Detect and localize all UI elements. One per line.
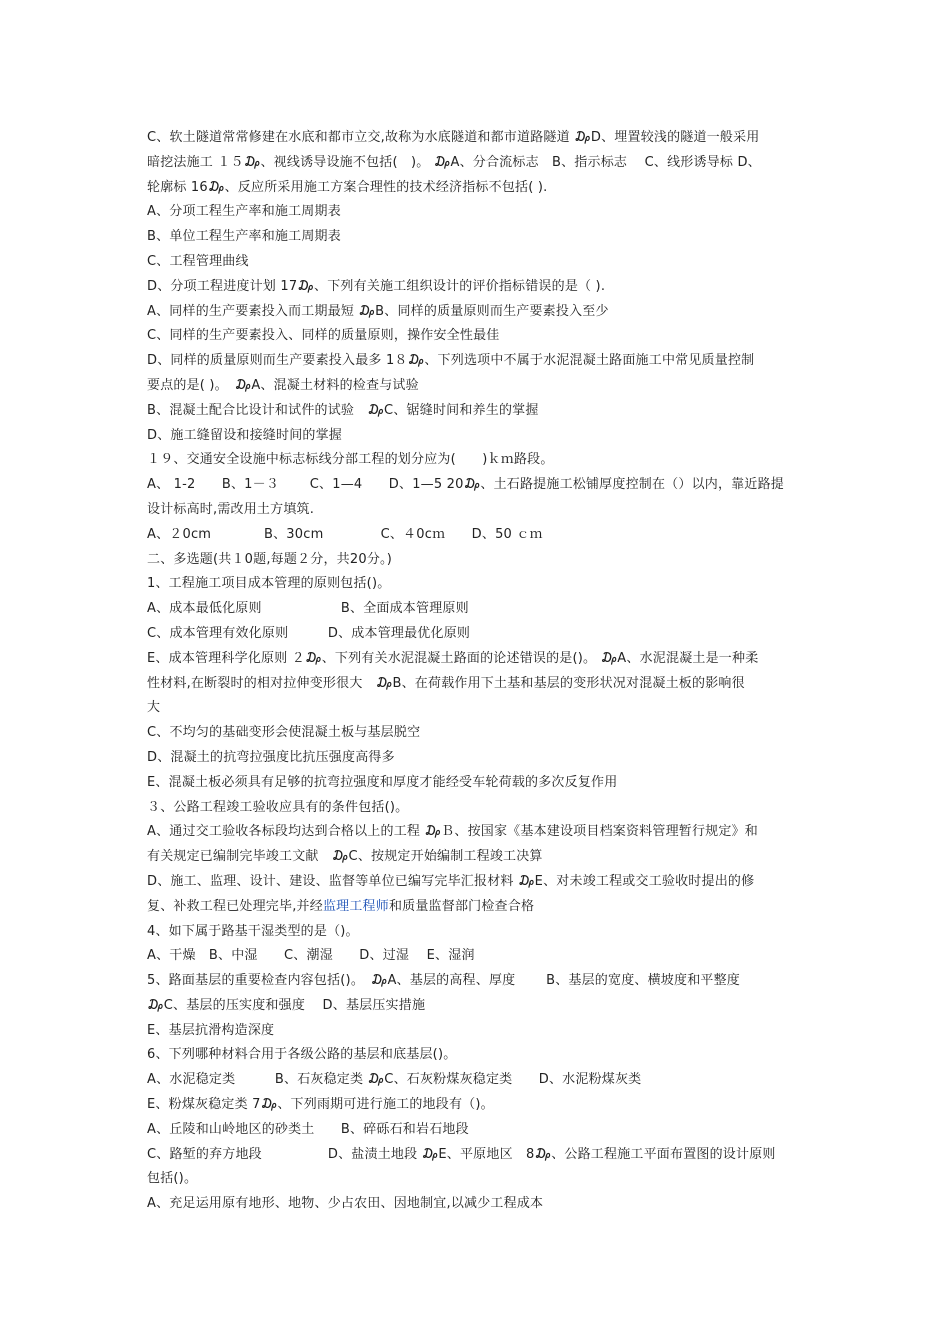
text-line: 性材料,在断裂时的相对拉伸变形很大 ₯B、在荷载作用下土基和基层的变形状况对混凝土板的影响很 — [147, 675, 745, 691]
text-line: C、路堑的弃方地段 D、盐渍土地段 ₯E、平原地区 8₯、公路工程施工平面布置图的设计原则 — [147, 1146, 776, 1162]
text-line: D、混凝土的抗弯拉强度比抗压强度高得多 — [147, 749, 395, 765]
text-line: D、分项工程进度计划 17₯、下列有关施工组织设计的评价指标错误的是（ ). — [147, 278, 606, 294]
text-line: A、成本最低化原则 B、全面成本管理原则 — [147, 601, 469, 617]
text-line: D、施工缝留设和接缝时间的掌握 — [147, 427, 343, 443]
text-line: C、同样的生产要素投入、同样的质量原则，操作安全性最佳 — [147, 328, 500, 344]
text-line: 要点的是( )。 ₯A、混凝土材料的检查与试验 — [147, 377, 419, 393]
text-line: 暗挖法施工 １５₯、视线诱导设施不包括( )。 ₯A、分合流标志 B、指示标志 C、线形诱导标 D、 — [147, 154, 761, 170]
text-line: A、分项工程生产率和施工周期表 — [147, 204, 341, 220]
text-line: D、施工、监理、设计、建设、监督等单位已编写完毕汇报材料 ₯E、对未竣工程或交工验收时提出的修 — [147, 873, 755, 889]
text-line: E、成本管理科学化原则 ２₯、下列有关水泥混凝土路面的论述错误的是()。 ₯A、水泥混凝土是一种柔 — [147, 650, 759, 666]
text-line: A、通过交工验收各标段均达到合格以上的工程 ₯Ｂ、按国家《基本建设项目档案资料管理暂行规定》和 — [147, 824, 758, 840]
text-line: E、混凝土板必须具有足够的抗弯拉强度和厚度才能经受车轮荷载的多次反复作用 — [147, 774, 618, 790]
text-line: C、软土隧道常常修建在水底和都市立交,故称为水底隧道和都市道路隧道 ₯D、埋置较浅的隧道一般采用 — [147, 130, 760, 145]
section-heading: 二、多选题(共１0题,每题２分，共20分。) — [147, 551, 392, 567]
text-line-with-link — [147, 895, 807, 920]
text-line: E、粉煤灰稳定类 7₯、下列雨期可进行施工的地段有（)。 — [147, 1097, 494, 1113]
text-line: 1、工程施工项目成本管理的原则包括()。 — [147, 576, 391, 592]
text-line: C、不均匀的基础变形会使混凝土板与基层脱空 — [147, 725, 421, 741]
text-line: C、成本管理有效化原则 D、成本管理最优化原则 — [147, 625, 471, 641]
text-line: A、 1-2 B、1－３ C、1—4 D、1—5 20₯、土石路提施工松铺厚度控制在（）以内，靠近路提 — [147, 477, 784, 493]
text-line: 5、路面基层的重要检查内容包括()。 ₯A、基层的高程、厚度 B、基层的宽度、横坡度和平整度 — [147, 973, 741, 989]
text-line: A、丘陵和山岭地区的砂类土 B、碎砾石和岩石地段 — [147, 1121, 469, 1137]
text-line: １９、交通安全设施中标志标线分部工程的划分应为( )ｋｍ路段。 — [147, 452, 554, 468]
text-line: A、同样的生产要素投入而工期最短 ₯B、同样的质量原则而生产要素投入至少 — [147, 303, 609, 319]
text-line: 6、下列哪种材料合用于各级公路的基层和底基层()。 — [147, 1047, 457, 1063]
text-line: A、水泥稳定类 B、石灰稳定类 ₯C、石灰粉煤灰稳定类 D、水泥粉煤灰类 — [147, 1072, 642, 1088]
text-line: A、充足运用原有地形、地物、少占农田、因地制宜,以减少工程成本 — [147, 1196, 544, 1212]
text-line: 大 — [147, 700, 161, 716]
text-line: ₯C、基层的压实度和强度 D、基层压实措施 — [147, 997, 426, 1013]
text-line: 包括()。 — [147, 1171, 198, 1187]
text-line: E、基层抗滑构造深度 — [147, 1022, 275, 1038]
text-line: B、单位工程生产率和施工周期表 — [147, 229, 341, 245]
text-line: 设计标高时,需改用土方填筑. — [147, 501, 315, 517]
text-line: A、２0cm B、30cm C、４0cｍ D、50 ｃｍ — [147, 526, 543, 542]
text-line: ３、公路工程竣工验收应具有的条件包括()。 — [147, 799, 409, 815]
text-line: D、同样的质量原则而生产要素投入最多 1８₯、下列选项中不属于水泥混凝土路面施工中常见质量控制 — [147, 353, 755, 369]
text-line: 轮廓标 16₯、反应所采用施工方案合理性的技术经济指标不包括( ). — [147, 179, 548, 195]
supervising-engineer-link[interactable]: 监理工程师 — [322, 898, 389, 914]
text-line: 有关规定已编制完毕竣工文献 ₯C、按规定开始编制工程竣工决算 — [147, 849, 543, 865]
document-body — [147, 126, 807, 1217]
text-line: 4、如下属于路基干湿类型的是（)。 — [147, 923, 359, 939]
text-segment: 复、补救工程已处理完毕,并经 — [147, 898, 323, 914]
text-segment: 和质量监督部门检查合格 — [388, 898, 535, 914]
text-line: C、工程管理曲线 — [147, 253, 249, 269]
text-line: A、干燥 B、中湿 C、潮湿 D、过湿 E、湿润 — [147, 948, 475, 964]
text-line: B、混凝土配合比设计和试件的试验 ₯C、锯缝时间和养生的掌握 — [147, 402, 539, 418]
